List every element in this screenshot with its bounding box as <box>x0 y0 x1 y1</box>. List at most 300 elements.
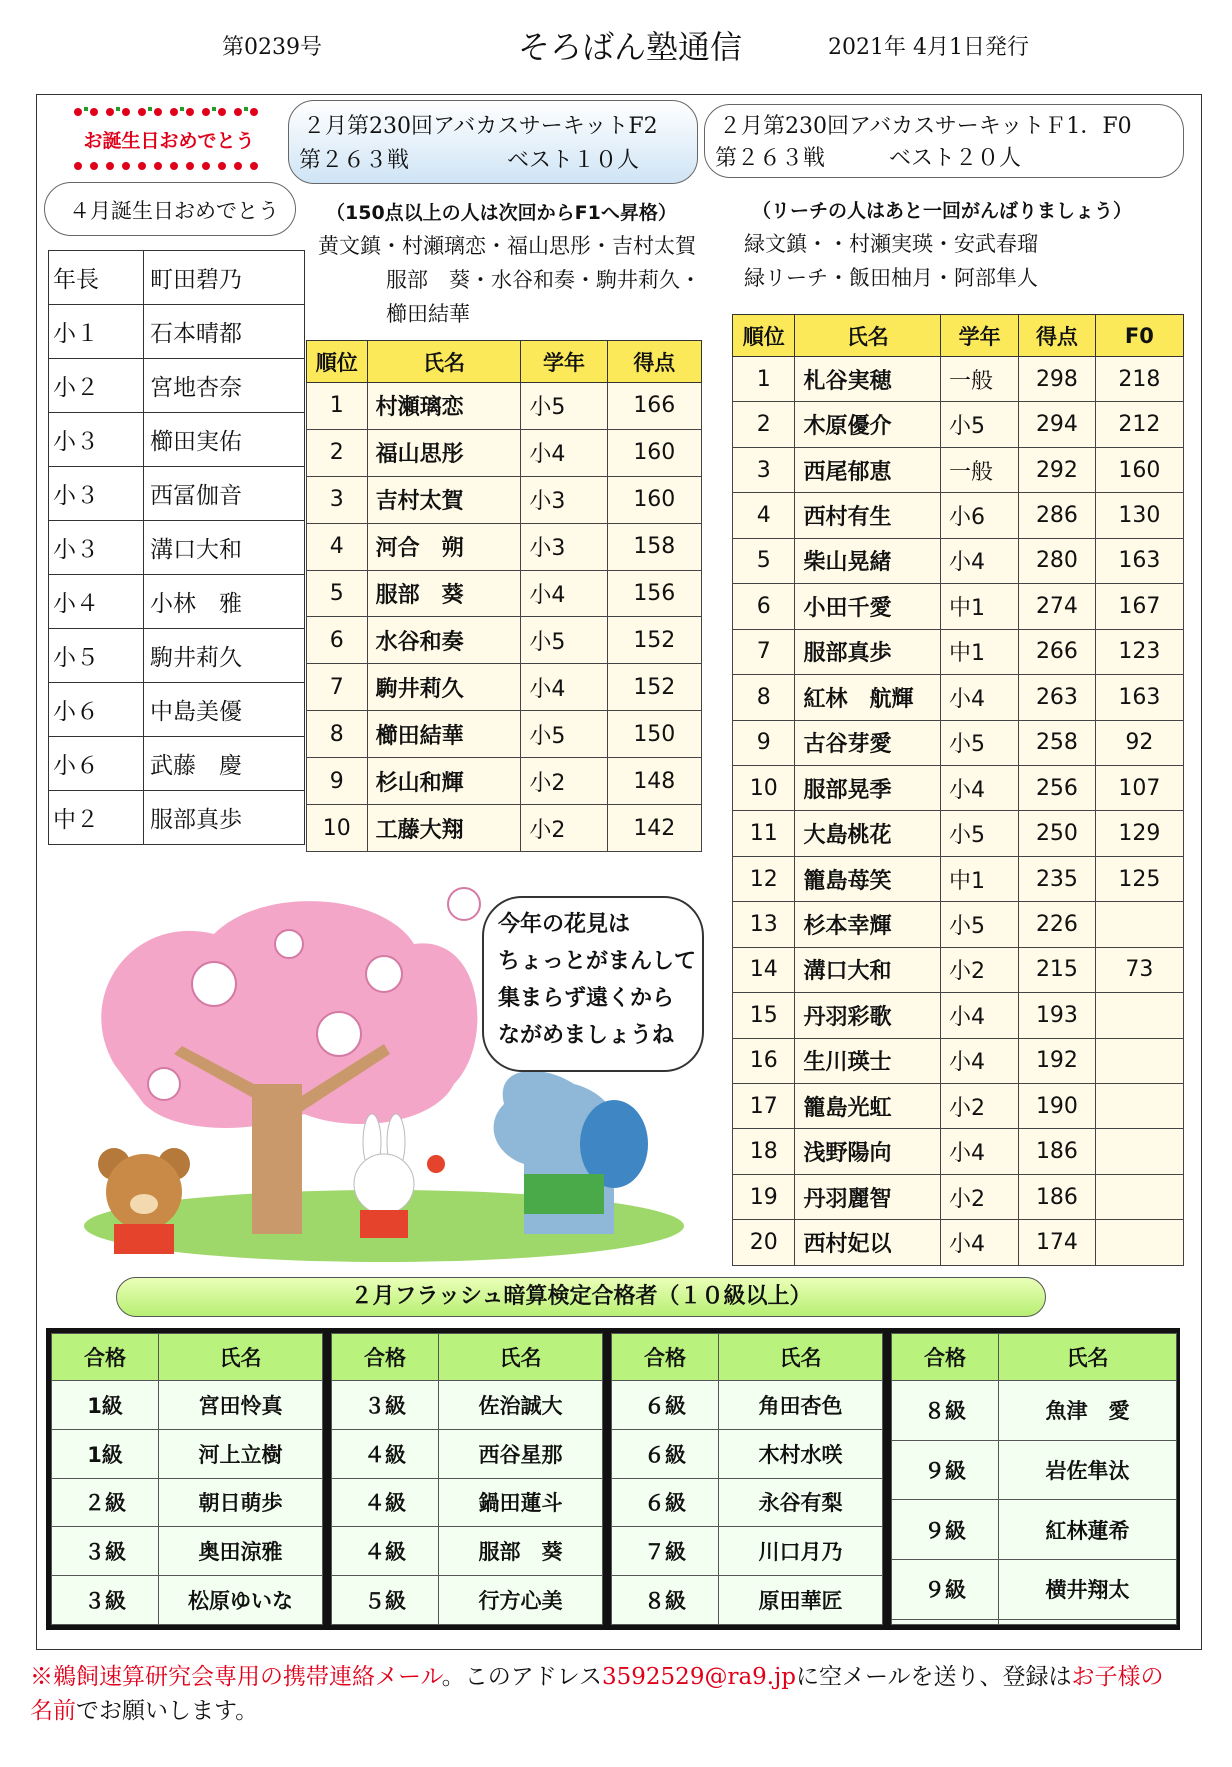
name-cell: 柴山晃緒 <box>795 538 941 583</box>
footer-text: でお願いします。 <box>76 1698 259 1724</box>
score-cell: 148 <box>607 758 701 805</box>
table-row <box>892 1619 1177 1624</box>
table-row <box>49 467 305 521</box>
name-cell: 紅林 航輝 <box>795 675 941 720</box>
score-cell: 174 <box>1019 1220 1095 1266</box>
issue-date: 2021年 4月1日発行 <box>828 35 1029 60</box>
score-cell: 158 <box>607 523 701 570</box>
level-cell: ９級 <box>892 1559 999 1619</box>
score-cell: 258 <box>1019 720 1095 765</box>
table-row <box>733 629 1184 674</box>
grade: 小３ <box>49 413 144 467</box>
col-header: F0 <box>1095 315 1183 357</box>
f2-best: ベスト１０人 <box>507 148 640 173</box>
name-cell: 西尾郁恵 <box>795 447 941 492</box>
grade-cell: 小6 <box>940 493 1018 538</box>
grade-cell: 一般 <box>940 357 1018 402</box>
col-header: 順位 <box>733 315 795 357</box>
f2-note-line3: 櫛田結華 <box>386 302 470 326</box>
grade-cell: 小5 <box>521 711 607 758</box>
name-cell: 服部真歩 <box>795 629 941 674</box>
name-cell: 木村水咲 <box>719 1429 883 1478</box>
table-row <box>892 1440 1177 1500</box>
f0-cell <box>1095 993 1183 1038</box>
f2-round: 第２６３戦 <box>299 148 410 173</box>
table-row <box>332 1381 603 1430</box>
name-cell: 木原優介 <box>795 402 941 447</box>
col-header: 氏名 <box>999 1334 1177 1381</box>
grade: 小３ <box>49 467 144 521</box>
name-cell: 籠島光虹 <box>795 1084 941 1129</box>
flash-column <box>51 1333 323 1625</box>
flash-column <box>891 1333 1177 1625</box>
f2-title-box <box>288 100 698 184</box>
name-cell: 行方心美 <box>439 1576 603 1625</box>
flash-column <box>611 1333 883 1625</box>
rank-cell: 9 <box>307 758 368 805</box>
name-cell: 紅林蓮希 <box>999 1500 1177 1560</box>
f0-cell <box>1095 1038 1183 1083</box>
speech-line: 今年の花見は <box>498 912 631 937</box>
rank-cell: 19 <box>733 1174 795 1219</box>
col-header: 氏名 <box>159 1334 323 1381</box>
table-row <box>307 476 702 523</box>
score-cell: 190 <box>1019 1084 1095 1129</box>
table-row <box>733 856 1184 901</box>
name: 武藤 慶 <box>144 737 305 791</box>
rank-cell: 1 <box>307 383 368 430</box>
name-cell: 福山思彤 <box>367 429 521 476</box>
grade-cell: 小4 <box>940 675 1018 720</box>
score-cell: 160 <box>607 429 701 476</box>
table-row <box>49 359 305 413</box>
name-cell: 札谷実穂 <box>795 357 941 402</box>
level-cell: ６級 <box>612 1381 719 1430</box>
table-row <box>49 305 305 359</box>
table-row <box>49 683 305 737</box>
name-cell: 櫛田結華 <box>367 711 521 758</box>
table-row <box>49 521 305 575</box>
level-cell: ７級 <box>612 1527 719 1576</box>
rank-cell: 16 <box>733 1038 795 1083</box>
name-cell: 杉山和輝 <box>367 758 521 805</box>
col-header: 合格 <box>332 1334 439 1381</box>
birthday-title-box <box>44 182 296 236</box>
flash-title: ２月フラッシュ暗算検定合格者（１０級以上） <box>116 1277 1046 1317</box>
level-cell: ２級 <box>52 1478 159 1527</box>
rank-cell: 1 <box>733 357 795 402</box>
table-row <box>332 1576 603 1625</box>
page-title: そろばん塾通信 <box>518 28 743 66</box>
col-header: 氏名 <box>795 315 941 357</box>
name-cell: 魚津 愛 <box>999 1381 1177 1441</box>
name-cell: 服部 葵 <box>367 570 521 617</box>
score-cell: 166 <box>607 383 701 430</box>
table-row <box>733 1084 1184 1129</box>
grade: 小６ <box>49 737 144 791</box>
name: 駒井莉久 <box>144 629 305 683</box>
f1-note-line2: 緑リーチ・飯田柚月・阿部隼人 <box>744 266 1038 290</box>
birthday-table <box>48 250 305 845</box>
rank-cell: 12 <box>733 856 795 901</box>
table-row <box>733 584 1184 629</box>
grade-cell: 小5 <box>521 383 607 430</box>
grade-cell: 小4 <box>940 1220 1018 1266</box>
score-cell: 280 <box>1019 538 1095 583</box>
grade: 小３ <box>49 521 144 575</box>
name-cell: 奥田涼雅 <box>159 1527 323 1576</box>
f1-title: ２月第230回アバカスサーキットＦ1．F0 <box>719 114 1132 139</box>
birthday-title: ４月誕生日おめでとう <box>69 199 279 223</box>
name-cell: 工藤大翔 <box>367 805 521 852</box>
flash-column <box>331 1333 603 1625</box>
table-row <box>733 1220 1184 1266</box>
table-row <box>307 617 702 664</box>
name-cell: 河合 朔 <box>367 523 521 570</box>
f0-cell: 129 <box>1095 811 1183 856</box>
score-cell: 294 <box>1019 402 1095 447</box>
name-cell: 生川瑛士 <box>795 1038 941 1083</box>
level-cell: ６級 <box>612 1429 719 1478</box>
score-cell: 226 <box>1019 902 1095 947</box>
f0-cell <box>1095 1220 1183 1266</box>
name-cell: 服部 葵 <box>439 1527 603 1576</box>
f0-cell <box>1095 1174 1183 1219</box>
score-cell: 286 <box>1019 493 1095 538</box>
score-cell: 192 <box>1019 1038 1095 1083</box>
table-row <box>733 765 1184 810</box>
footer-text: 名前 <box>30 1698 76 1724</box>
score-cell: 235 <box>1019 856 1095 901</box>
name: 宮地杏奈 <box>144 359 305 413</box>
grade-cell: 小2 <box>521 805 607 852</box>
f0-cell: 125 <box>1095 856 1183 901</box>
level-cell: ８級 <box>892 1381 999 1441</box>
table-row <box>612 1429 883 1478</box>
f2-ranking-table <box>306 340 702 852</box>
f1-title-box <box>704 104 1184 178</box>
table-row <box>733 447 1184 492</box>
level-cell: ４級 <box>332 1429 439 1478</box>
table-row <box>307 523 702 570</box>
table-row <box>49 575 305 629</box>
score-cell: 193 <box>1019 993 1095 1038</box>
grade-cell: 小5 <box>940 720 1018 765</box>
grade-cell: 一般 <box>940 447 1018 492</box>
level-cell: ３級 <box>52 1576 159 1625</box>
grade-cell: 小4 <box>940 765 1018 810</box>
name: 西冨伽音 <box>144 467 305 521</box>
score-cell: 274 <box>1019 584 1095 629</box>
name-cell: 原田華匠 <box>719 1576 883 1625</box>
name-cell: 西村妃以 <box>795 1220 941 1266</box>
name-cell: 服部晃季 <box>795 765 941 810</box>
level-cell: ９級 <box>892 1500 999 1560</box>
rank-cell: 2 <box>307 429 368 476</box>
banner-text: お誕生日おめでとう <box>83 130 255 152</box>
grade-cell: 小2 <box>940 947 1018 992</box>
col-header: 学年 <box>940 315 1018 357</box>
name-cell: 角田杏色 <box>719 1381 883 1430</box>
grade-cell: 小4 <box>940 1038 1018 1083</box>
score-cell: 186 <box>1019 1174 1095 1219</box>
grade-cell: 小4 <box>521 664 607 711</box>
table-row <box>733 993 1184 1038</box>
name: 小林 雅 <box>144 575 305 629</box>
table-row <box>307 711 702 758</box>
table-row <box>49 251 305 305</box>
rank-cell: 2 <box>733 402 795 447</box>
grade-cell: 小2 <box>940 1084 1018 1129</box>
grade-cell: 小4 <box>940 993 1018 1038</box>
name-cell: 西谷星那 <box>439 1429 603 1478</box>
name-cell: 宮田怜真 <box>159 1381 323 1430</box>
table-row <box>892 1381 1177 1441</box>
name: 石本晴都 <box>144 305 305 359</box>
table-row <box>892 1559 1177 1619</box>
grade-cell: 小4 <box>521 570 607 617</box>
level-cell: ３級 <box>332 1381 439 1430</box>
name-cell: 駒井莉久 <box>367 664 521 711</box>
f0-cell: 163 <box>1095 675 1183 720</box>
score-cell: 150 <box>607 711 701 758</box>
table-row <box>49 737 305 791</box>
rank-cell: 17 <box>733 1084 795 1129</box>
name-cell: 丹羽麗智 <box>795 1174 941 1219</box>
table-row <box>733 675 1184 720</box>
grade: 小４ <box>49 575 144 629</box>
name-cell: 古谷芽愛 <box>795 720 941 765</box>
rank-cell: 18 <box>733 1129 795 1174</box>
col-header: 順位 <box>307 341 368 383</box>
table-row <box>52 1576 323 1625</box>
table-row <box>733 1174 1184 1219</box>
score-cell: 160 <box>607 476 701 523</box>
f2-title: ２月第230回アバカスサーキットF2 <box>303 114 658 139</box>
speech-line: ちょっとがまんして <box>498 949 697 974</box>
table-row <box>892 1500 1177 1560</box>
table-row <box>49 413 305 467</box>
col-header: 氏名 <box>439 1334 603 1381</box>
name-cell: 永谷有梨 <box>719 1478 883 1527</box>
rank-cell: 6 <box>733 584 795 629</box>
f0-cell: 92 <box>1095 720 1183 765</box>
table-row <box>612 1381 883 1430</box>
name-cell: 鍋田蓮斗 <box>439 1478 603 1527</box>
footer-text: ※鵜飼速算研究会専用の携帯連絡メール <box>30 1664 442 1690</box>
grade: 年長 <box>49 251 144 305</box>
table-row <box>733 493 1184 538</box>
f0-cell: 160 <box>1095 447 1183 492</box>
col-header: 氏名 <box>719 1334 883 1381</box>
grade: 小１ <box>49 305 144 359</box>
rank-cell: 5 <box>733 538 795 583</box>
rank-cell: 13 <box>733 902 795 947</box>
rank-cell: 20 <box>733 1220 795 1266</box>
name-cell: 籠島苺笑 <box>795 856 941 901</box>
rank-cell: 7 <box>307 664 368 711</box>
rank-cell: 3 <box>733 447 795 492</box>
rank-cell: 4 <box>307 523 368 570</box>
col-header: 得点 <box>607 341 701 383</box>
col-header: 合格 <box>612 1334 719 1381</box>
grade-cell: 小4 <box>940 538 1018 583</box>
rank-cell: 10 <box>733 765 795 810</box>
table-row <box>307 758 702 805</box>
name-cell: 丹羽彩歌 <box>795 993 941 1038</box>
f1-note-line1: 緑文鎮・・村瀬実瑛・安武春瑠 <box>744 232 1038 256</box>
table-row <box>733 357 1184 402</box>
rank-cell: 8 <box>307 711 368 758</box>
score-cell: 250 <box>1019 811 1095 856</box>
f2-note-line2: 服部 葵・水谷和奏・駒井莉久・ <box>386 268 701 292</box>
score-cell: 142 <box>607 805 701 852</box>
col-header: 氏名 <box>367 341 521 383</box>
table-row <box>332 1527 603 1576</box>
footer-text: に空メールを送り、登録は <box>795 1664 1072 1690</box>
f0-cell <box>1095 902 1183 947</box>
table-row <box>733 720 1184 765</box>
issue-number: 第0239号 <box>222 35 322 60</box>
f0-cell: 218 <box>1095 357 1183 402</box>
col-header: 得点 <box>1019 315 1095 357</box>
birthday-banner <box>70 104 266 174</box>
name: 溝口大和 <box>144 521 305 575</box>
level-cell: ５級 <box>332 1576 439 1625</box>
name-cell: 浅野陽向 <box>795 1129 941 1174</box>
table-row <box>52 1429 323 1478</box>
footer-email[interactable]: 3592529@ra9.jp <box>602 1664 796 1690</box>
table-row <box>307 664 702 711</box>
rank-cell: 15 <box>733 993 795 1038</box>
score-cell: 266 <box>1019 629 1095 674</box>
table-row <box>52 1478 323 1527</box>
name-cell <box>999 1619 1177 1624</box>
score-cell: 152 <box>607 664 701 711</box>
name-cell: 松原ゆいな <box>159 1576 323 1625</box>
name-cell: 佐治誠大 <box>439 1381 603 1430</box>
table-row <box>733 902 1184 947</box>
score-cell: 215 <box>1019 947 1095 992</box>
name-cell: 朝日萌歩 <box>159 1478 323 1527</box>
name-cell: 横井翔太 <box>999 1559 1177 1619</box>
rank-cell: 10 <box>307 805 368 852</box>
level-cell: ６級 <box>612 1478 719 1527</box>
grade-cell: 小5 <box>940 811 1018 856</box>
table-row <box>733 1129 1184 1174</box>
grade-cell: 小4 <box>521 429 607 476</box>
table-row <box>49 629 305 683</box>
rank-cell: 11 <box>733 811 795 856</box>
speech-bubble <box>482 896 704 1072</box>
table-row <box>332 1429 603 1478</box>
table-row <box>733 538 1184 583</box>
table-row <box>612 1527 883 1576</box>
f2-note-heading: （150点以上の人は次回からF1へ昇格） <box>326 202 677 224</box>
name-cell: 川口月乃 <box>719 1527 883 1576</box>
footer-text: お子様の <box>1071 1664 1164 1690</box>
f0-cell: 73 <box>1095 947 1183 992</box>
rank-cell: 9 <box>733 720 795 765</box>
rank-cell: 5 <box>307 570 368 617</box>
name: 櫛田実佑 <box>144 413 305 467</box>
grade: 中２ <box>49 791 144 845</box>
score-cell: 292 <box>1019 447 1095 492</box>
col-header: 合格 <box>52 1334 159 1381</box>
table-row <box>733 947 1184 992</box>
score-cell: 256 <box>1019 765 1095 810</box>
level-cell <box>892 1619 999 1624</box>
grade-cell: 中1 <box>940 629 1018 674</box>
level-cell: ３級 <box>52 1527 159 1576</box>
table-row <box>307 383 702 430</box>
name: 服部真歩 <box>144 791 305 845</box>
f1-note-heading: （リーチの人はあと一回がんばりましょう） <box>752 200 1133 222</box>
table-row <box>307 570 702 617</box>
speech-line: ながめましょうね <box>498 1023 675 1048</box>
f0-cell: 123 <box>1095 629 1183 674</box>
name-cell: 大島桃花 <box>795 811 941 856</box>
grade-cell: 小5 <box>521 617 607 664</box>
f2-note-line1: 黄文鎮・村瀬璃恋・福山思彤・吉村太賀 <box>318 234 696 258</box>
score-cell: 186 <box>1019 1129 1095 1174</box>
grade-cell: 小5 <box>940 902 1018 947</box>
score-cell: 152 <box>607 617 701 664</box>
rank-cell: 7 <box>733 629 795 674</box>
flash-results-grid <box>46 1328 1180 1630</box>
name-cell: 河上立樹 <box>159 1429 323 1478</box>
score-cell: 298 <box>1019 357 1095 402</box>
grade-cell: 小3 <box>521 523 607 570</box>
name-cell: 村瀬璃恋 <box>367 383 521 430</box>
col-header: 合格 <box>892 1334 999 1381</box>
name-cell: 西村有生 <box>795 493 941 538</box>
grade-cell: 中1 <box>940 584 1018 629</box>
f1-best: ベスト２０人 <box>889 146 1022 171</box>
table-row <box>52 1527 323 1576</box>
grade-cell: 小4 <box>940 1129 1018 1174</box>
table-row <box>612 1576 883 1625</box>
name-cell: 小田千愛 <box>795 584 941 629</box>
f0-cell: 212 <box>1095 402 1183 447</box>
name: 中島美優 <box>144 683 305 737</box>
name-cell: 水谷和奏 <box>367 617 521 664</box>
level-cell: ９級 <box>892 1440 999 1500</box>
rank-cell: 3 <box>307 476 368 523</box>
name-cell: 溝口大和 <box>795 947 941 992</box>
table-row <box>733 811 1184 856</box>
level-cell: ４級 <box>332 1527 439 1576</box>
name-cell: 岩佐隼汰 <box>999 1440 1177 1500</box>
table-row <box>612 1478 883 1527</box>
grade-cell: 小2 <box>940 1174 1018 1219</box>
f0-cell <box>1095 1084 1183 1129</box>
f0-cell: 107 <box>1095 765 1183 810</box>
f0-cell: 163 <box>1095 538 1183 583</box>
table-row <box>733 402 1184 447</box>
level-cell: 1級 <box>52 1381 159 1430</box>
grade-cell: 小2 <box>521 758 607 805</box>
f1-round: 第２６３戦 <box>715 146 826 171</box>
footer-text: 。このアドレス <box>441 1664 603 1690</box>
name-cell: 杉本幸輝 <box>795 902 941 947</box>
table-row <box>332 1478 603 1527</box>
table-row <box>49 791 305 845</box>
rank-cell: 6 <box>307 617 368 664</box>
name: 町田碧乃 <box>144 251 305 305</box>
level-cell: ８級 <box>612 1576 719 1625</box>
f1-ranking-table <box>732 314 1184 1266</box>
